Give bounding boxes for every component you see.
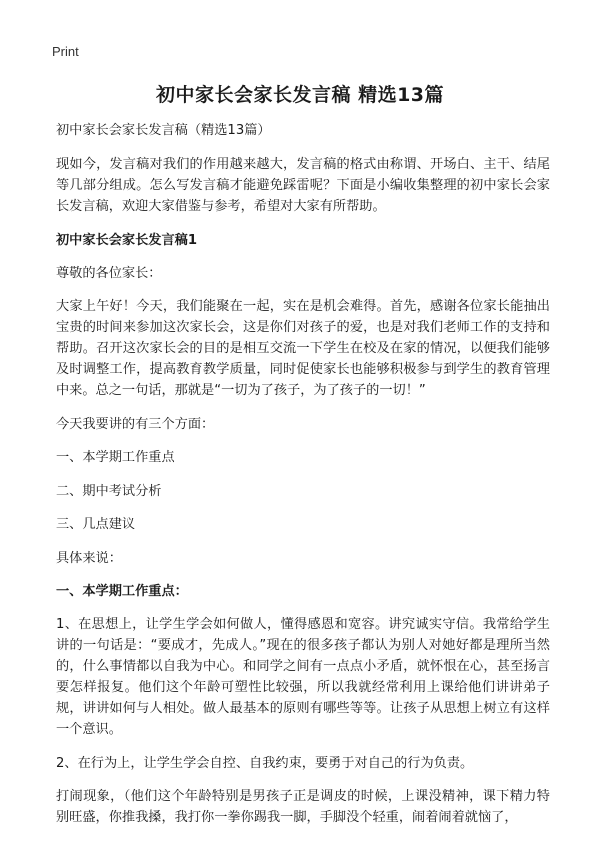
- greeting: 尊敬的各位家长：: [56, 265, 162, 281]
- intro-paragraph: 现如今，发言稿对我们的作用越来越大，发言稿的格式由称谓、开场白、主干、结尾等几部分组成。怎么写发言稿才能避免踩雷呢？下面是小编收集整理的初中家长会家长发言稿，欢迎大家借鉴与参考，希望对大家有所帮助。: [56, 157, 550, 214]
- list-item-3: 三、几点建议: [56, 517, 136, 532]
- document-subtitle: 初中家长会家长发言稿（精选13篇）: [56, 123, 271, 138]
- print-link[interactable]: Print: [52, 44, 79, 59]
- paragraph-1: 大家上午好！今天，我们能聚在一起，实在是机会难得。首先，感谢各位家长能抽出宝贵的时间来参加这次家长会，这是你们对孩子的爱，也是对我们老师工作的支持和帮助。召开这次家长会的目的是相互交流一下学生在校及在家的情况，以便我们能够及时调整工作，提高教育教学质量，同时促使家长也能够积极参与到学生的教育管理中来。总之一句话，那就是“一切为了孩子，为了孩子的一切！”: [56, 299, 550, 398]
- paragraph-3: 具体来说：: [56, 550, 122, 566]
- subheading-1: 一、本学期工作重点：: [56, 584, 188, 599]
- paragraph-6: 打闹现象，（他们这个年龄特别是男孩子正是调皮的时候，上课没精神，课下精力特别旺盛，你推我搡，我打你一拳你踢我一脚，手脚没个轻重，闹着闹着就恼了，: [56, 789, 550, 825]
- paragraph-2: 今天我要讲的有三个方面：: [56, 416, 215, 432]
- paragraph-5: 2、在行为上，让学生学会自控、自我约束，要勇于对自己的行为负责。: [56, 755, 474, 771]
- list-item-1: 一、本学期工作重点: [56, 450, 175, 465]
- paragraph-4: 1、在思想上，让学生学会如何做人，懂得感恩和宽容。讲究诚实守信。我常给学生讲的一句话是：“要成才，先成人。”现在的很多孩子都认为别人对她好都是理所当然的，什么事情都以自我为中心。和同学之间有一点点小矛盾，就怀恨在心，甚至扬言要怎样报复。他们这个年龄可塑性比较强，所以我就经常利用上课给他们讲讲弟子规，讲讲如何与人相处。做人最基本的原则有哪些等等。让孩子从思想上树立有这样一个意识。: [56, 617, 550, 737]
- section-heading: 初中家长会家长发言稿1: [56, 232, 198, 248]
- page-title: 初中家长会家长发言稿 精选13篇: [155, 84, 445, 106]
- list-item-2: 二、期中考试分析: [56, 483, 162, 499]
- article-body: [56, 120, 550, 841]
